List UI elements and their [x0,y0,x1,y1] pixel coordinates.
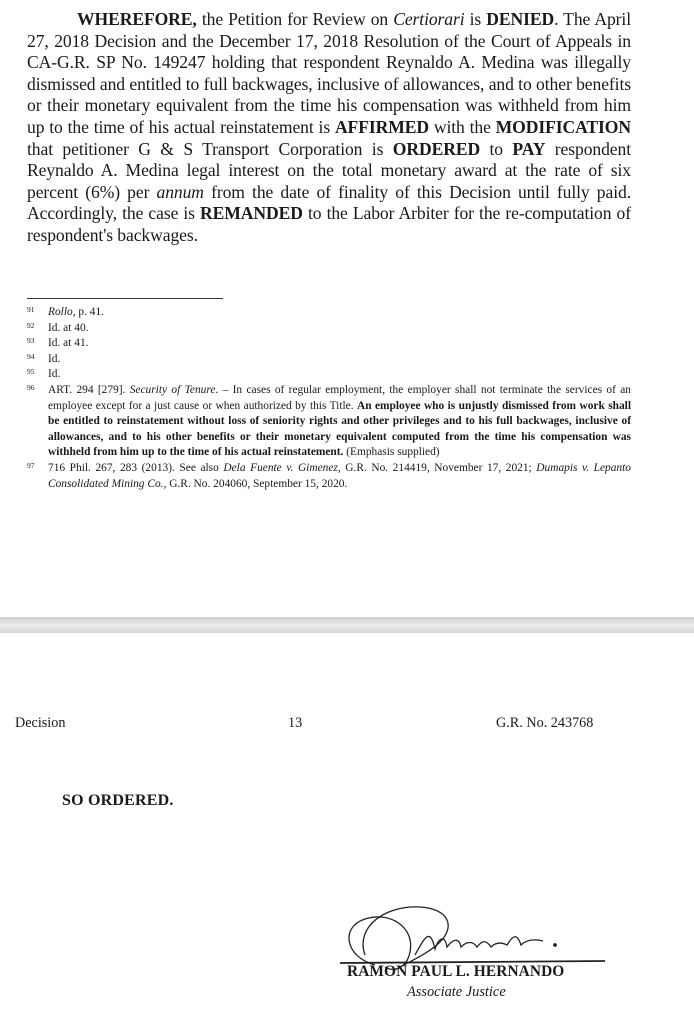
modification-text: MODIFICATION [495,116,631,137]
footnote-text: , p. 41. [72,306,105,318]
footnote-italic: Security of Tenure [129,383,216,396]
footnote-91 [27,305,631,321]
signature-script [415,936,543,955]
text-segment: the Petition for Review on [196,9,394,29]
footnote-text: (Emphasis supplied) [343,446,440,459]
text-segment: with the [428,116,496,137]
footnote-number: 94 [27,351,35,361]
footnote-text: , G.R. No. 214419, November 17, 2021; [337,461,537,474]
footnote-text: . – In cases of regular employment, the employer shall not terminate the services of an employee except for a just cause or when authorized by this Title. [48,383,631,412]
signatory-title: Associate Justice [407,984,506,1000]
footnote-text: Id. at 41. [48,337,89,350]
footnotes [27,305,631,492]
remanded-text: REMANDED [200,203,303,224]
footnote-number: 96 [27,382,35,392]
footnote-text: ART. 294 [279]. [48,383,130,396]
text-segment: . The April 27, 2018 Decision and the December 17, 2018 Resolution of the Court of Appeals in CA-G.R. SP No. 149247 holding that respondent Reynaldo A. Medina was illegally dismissed and entitled to full backwages, inclusive of allowances, and to other benefits or their monetary equivalent from the time his compensation was withheld from him up to the time of his actual reinstatement is [27,9,631,137]
header-document-type: Decision [15,715,66,731]
footnote-text: Id. at 40. [48,321,89,334]
footnote-93 [27,336,631,352]
so-ordered: SO ORDERED. [62,792,174,809]
affirmed-text: AFFIRMED [334,116,429,137]
footnote-italic: Dela Fuente v. Gimenez [223,461,338,474]
annum-text: annum [156,181,204,202]
header-page-number: 13 [288,715,303,731]
footnote-text: Id. [48,352,61,365]
page-break-divider [0,617,694,633]
footnote-text: , G.R. No. 204060, September 15, 2020. [163,477,348,490]
wherefore-text: WHEREFORE, [77,9,197,29]
footnote-94 [27,352,631,368]
footnote-emphasis: An employee who is unjustly dismissed from work shall be entitled to reinstatement without loss of seniority rights and other privileges and to his full backwages, inclusive of allowances, and to his other benefits or their monetary equivalent computed from the time his compensation was withheld from him up to the time of his actual reinstatement. [48,399,631,459]
header-case-number: G.R. No. 243768 [496,715,594,731]
text-segment: is [464,9,487,29]
footnote-separator [27,298,223,299]
footnote-number: 97 [27,460,35,470]
footnote-text: 716 Phil. 267, 283 (2013). See also [48,461,224,474]
signature-dot [554,944,556,946]
dispositive-paragraph [27,9,631,247]
footnote-text: Id. [48,368,61,381]
footnote-95 [27,367,631,383]
text-segment: to the Labor Arbiter for the re-computation of respondent's backwages. [27,203,632,245]
footnote-96 [27,383,631,461]
footnote-number: 92 [27,320,35,330]
footnote-italic: Rollo [48,306,73,318]
footnote-92 [27,321,631,337]
footnote-number: 93 [27,336,35,346]
footnote-italic: Dumapis v. Lepanto Consolidated Mining Co. [48,461,631,490]
footnote-number: 91 [27,305,35,314]
footnote-number: 95 [27,367,35,377]
ordered-text: ORDERED [392,138,481,159]
signature-loop-left [349,917,411,969]
text-segment: from the date of finality of this Decision until fully paid. Accordingly, the case is [27,181,631,224]
pay-text: PAY [512,138,546,159]
signature-loop-right [363,907,448,967]
text-segment: that petitioner G & S Transport Corporation is [27,138,393,159]
certiorari-text: Certiorari [393,9,465,29]
signatory-name: RAMON PAUL L. HERNANDO [347,963,565,980]
text-segment: to [480,138,513,159]
footnote-97 [27,461,631,492]
denied-text: DENIED [486,9,555,29]
text-segment: respondent Reynaldo A. Medina legal interest on the total monetary award at the rate of six percent (6%) per [27,138,631,202]
